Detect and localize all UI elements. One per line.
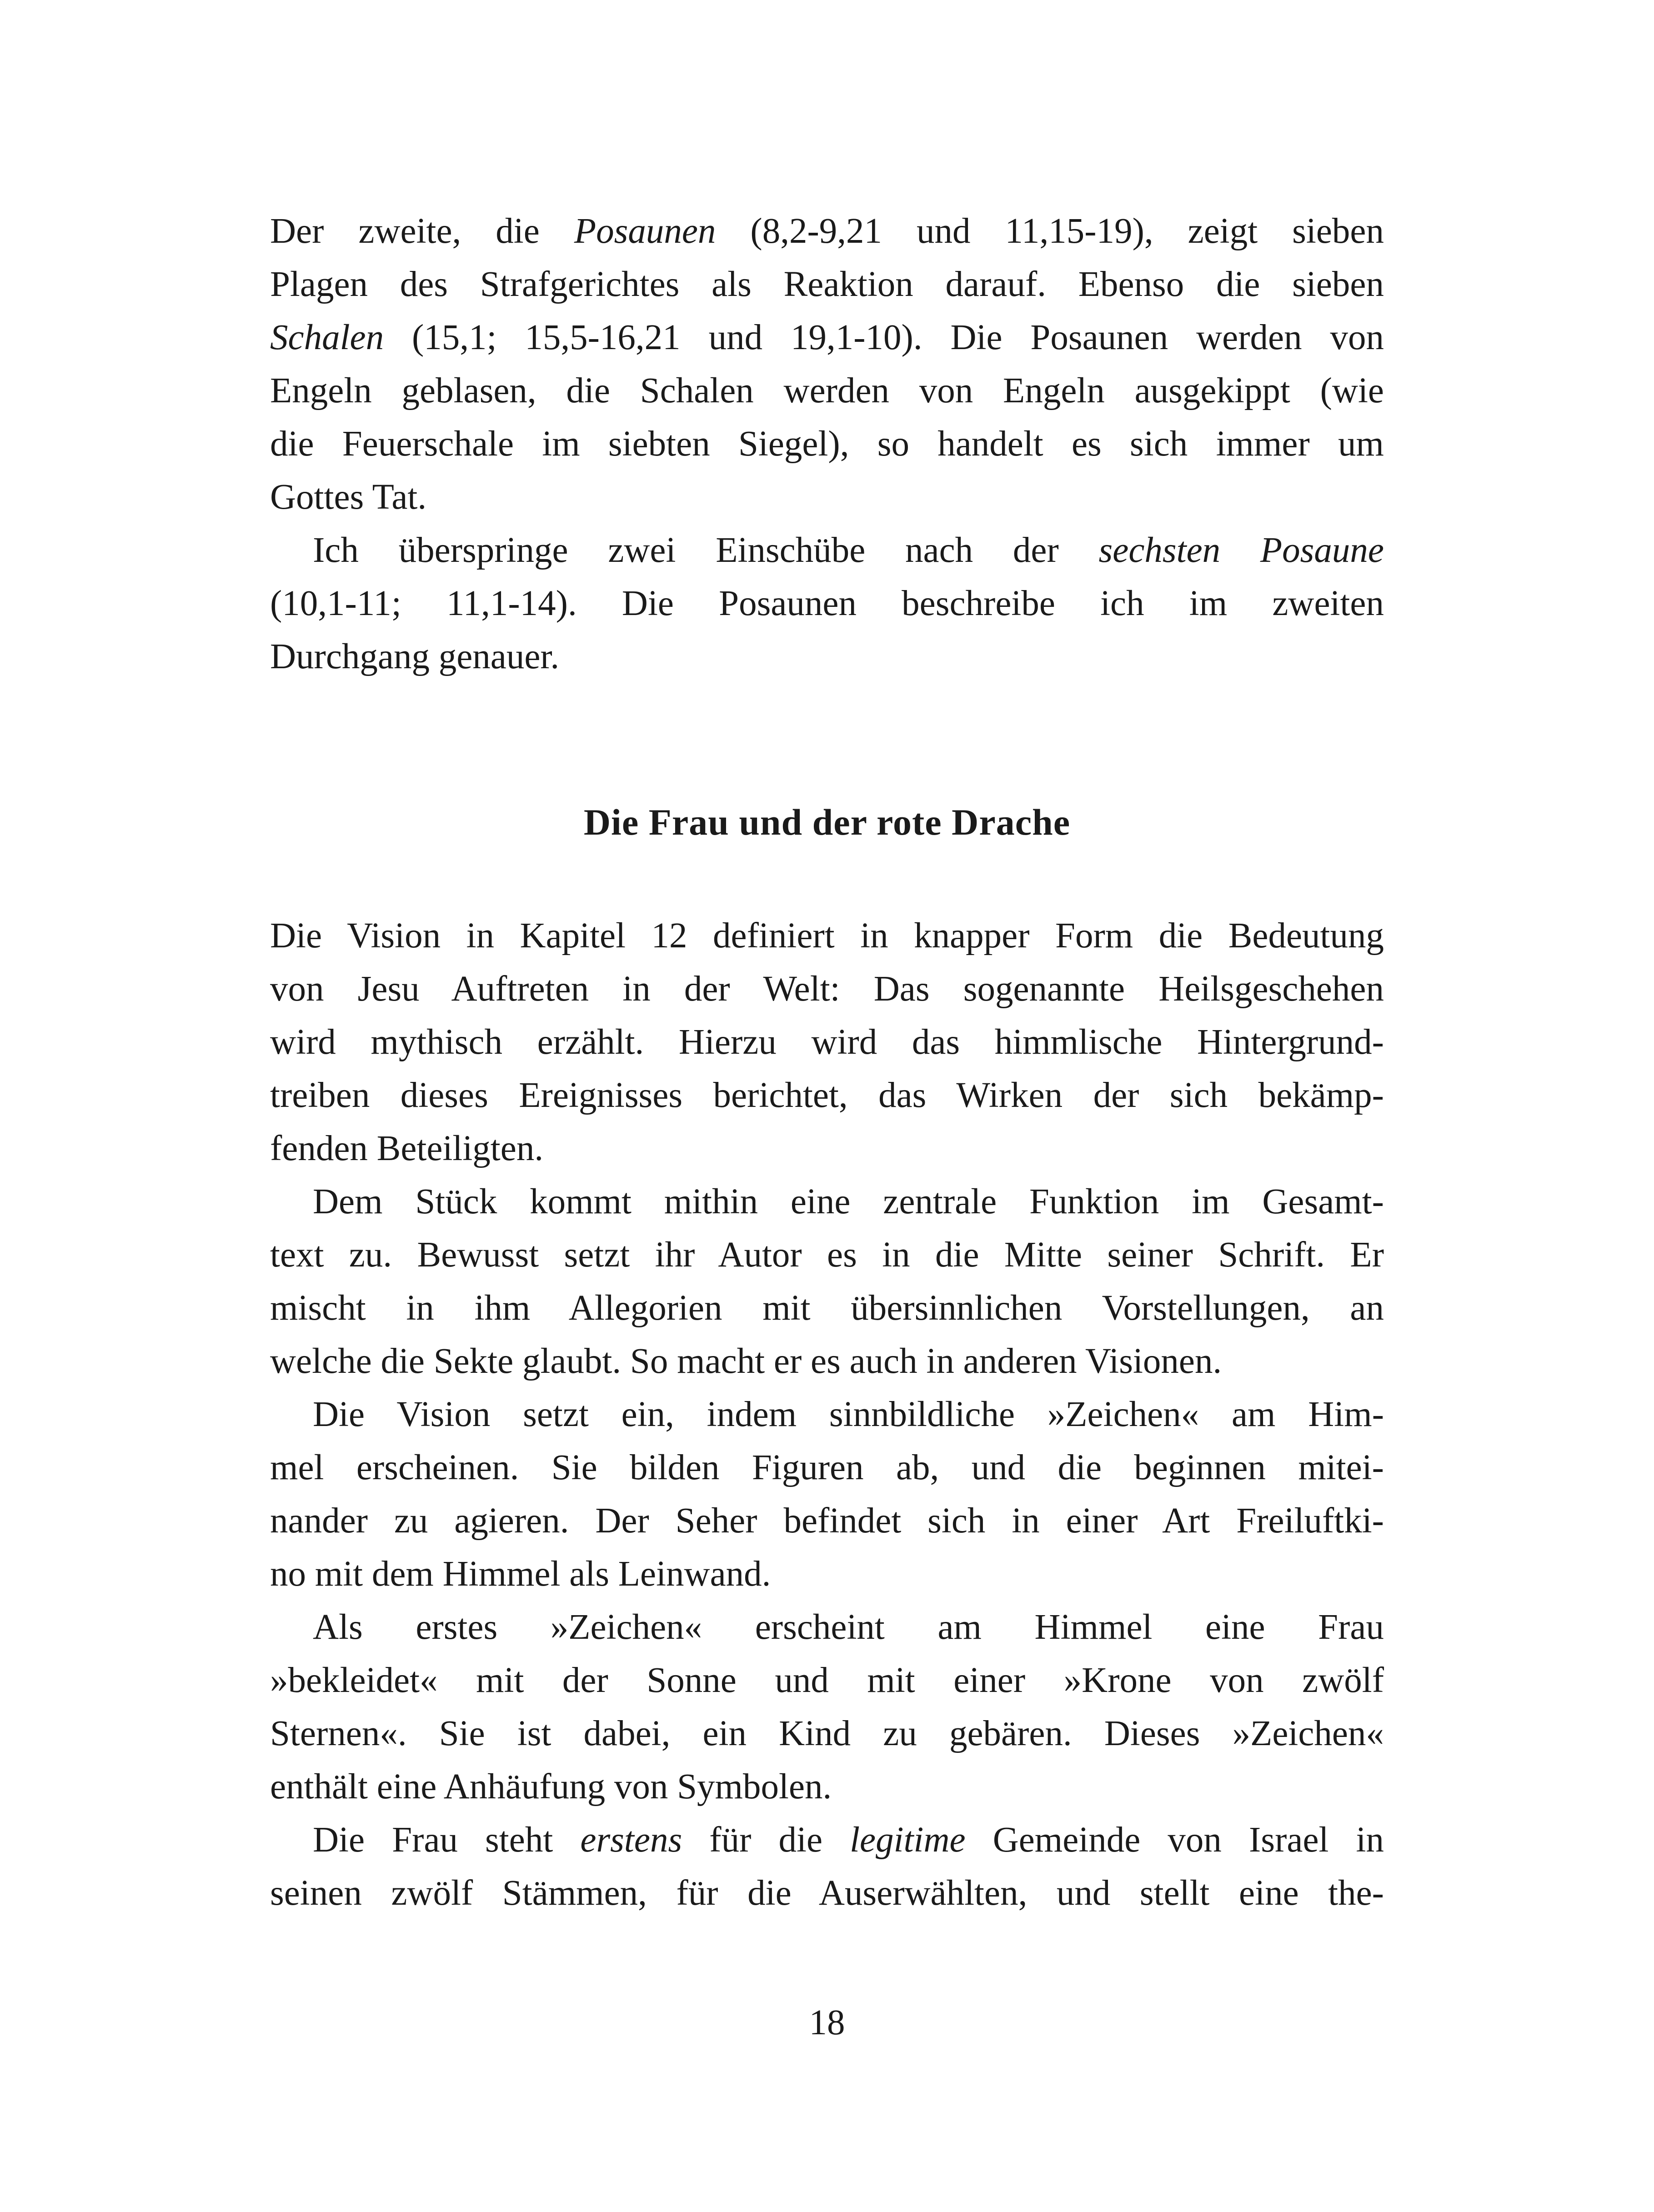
text-segment: mel erscheinen. Sie bilden Figuren ab, und die beginnen mitei-	[270, 1448, 1384, 1487]
text-line	[270, 364, 1384, 417]
text-line	[270, 909, 1384, 962]
text-segment: welche die Sekte glaubt. So macht er es auch in anderen Visionen.	[270, 1341, 1222, 1381]
text-line	[270, 524, 1384, 577]
text-segment: treiben dieses Ereignisses berichtet, das Wirken der sich bekämp-	[270, 1076, 1384, 1115]
text-segment: wird mythisch erzählt. Hierzu wird das himmlische Hintergrund-	[270, 1022, 1384, 1062]
text-segment: Gottes Tat.	[270, 477, 427, 517]
text-line	[270, 1016, 1384, 1069]
text-line	[270, 630, 1384, 683]
section-heading: Die Frau und der rote Drache	[583, 801, 1071, 843]
text-segment: für die	[682, 1820, 850, 1860]
text-line	[270, 1335, 1384, 1388]
italic-text: sechsten Posaune	[1098, 530, 1384, 570]
text-segment: Ich überspringe zwei Einschübe nach der	[313, 530, 1099, 570]
text-line	[270, 1707, 1384, 1760]
text-segment: fenden Beteiligten.	[270, 1129, 544, 1168]
text-segment: Sternen«. Sie ist dabei, ein Kind zu gebären. Dieses »Zeichen«	[270, 1714, 1384, 1753]
text-line	[270, 577, 1384, 630]
text-line	[270, 205, 1384, 258]
italic-text: Posaunen	[574, 211, 716, 251]
text-segment: »bekleidet« mit der Sonne und mit einer »Krone von zwölf	[270, 1661, 1384, 1700]
italic-text: Schalen	[270, 318, 384, 357]
italic-text: erstens	[580, 1820, 682, 1860]
text-block-main	[270, 909, 1384, 1920]
text-line	[270, 1867, 1384, 1920]
text-segment: von Jesu Auftreten in der Welt: Das sogenannte Heilsgeschehen	[270, 969, 1384, 1009]
text-segment: (15,1; 15,5-16,21 und 19,1-10). Die Posaunen werden von	[384, 318, 1384, 357]
text-segment: die Feuerschale im siebten Siegel), so handelt es sich immer um	[270, 424, 1384, 464]
text-segment: Als erstes »Zeichen« erscheint am Himmel eine Frau	[313, 1607, 1384, 1647]
text-segment: Der zweite, die	[270, 211, 574, 251]
text-segment: Dem Stück kommt mithin eine zentrale Funktion im Gesamt-	[313, 1182, 1384, 1221]
text-segment: Engeln geblasen, die Schalen werden von Engeln ausgekippt (wie	[270, 371, 1384, 410]
text-line	[270, 1813, 1384, 1867]
text-block-top	[270, 205, 1384, 683]
text-segment: Die Frau steht	[313, 1820, 581, 1860]
text-line	[270, 1069, 1384, 1122]
text-segment: text zu. Bewusst setzt ihr Autor es in die Mitte seiner Schrift. Er	[270, 1235, 1384, 1275]
page-number: 18	[809, 2003, 845, 2042]
text-line	[270, 1388, 1384, 1441]
text-line	[270, 1547, 1384, 1601]
text-line	[270, 1441, 1384, 1494]
text-line	[270, 1122, 1384, 1175]
text-line	[270, 1281, 1384, 1335]
text-segment: (10,1-11; 11,1-14). Die Posaunen beschreibe ich im zweiten	[270, 584, 1384, 623]
text-line	[270, 258, 1384, 311]
text-segment: Die Vision in Kapitel 12 definiert in knapper Form die Bedeutung	[270, 916, 1384, 956]
text-line	[270, 1654, 1384, 1707]
italic-text: legitime	[850, 1820, 966, 1860]
text-line	[270, 962, 1384, 1016]
text-segment: Gemeinde von Israel in	[965, 1820, 1384, 1860]
text-line	[270, 1175, 1384, 1228]
text-segment: Plagen des Strafgerichtes als Reaktion darauf. Ebenso die sieben	[270, 265, 1384, 304]
text-segment: no mit dem Himmel als Leinwand.	[270, 1554, 771, 1594]
text-segment: (8,2-9,21 und 11,15-19), zeigt sieben	[716, 211, 1384, 251]
text-line	[270, 1494, 1384, 1547]
text-segment: Die Vision setzt ein, indem sinnbildliche »Zeichen« am Him-	[313, 1395, 1384, 1434]
text-segment: Durchgang genauer.	[270, 637, 560, 676]
text-line	[270, 470, 1384, 524]
text-line	[270, 311, 1384, 364]
text-segment: enthält eine Anhäufung von Symbolen.	[270, 1767, 832, 1807]
text-line	[270, 1601, 1384, 1654]
text-segment: nander zu agieren. Der Seher befindet sich in einer Art Freiluftki-	[270, 1501, 1384, 1541]
text-line	[270, 1760, 1384, 1813]
text-segment: mischt in ihm Allegorien mit übersinnlichen Vorstellungen, an	[270, 1288, 1384, 1328]
text-line	[270, 417, 1384, 470]
text-line	[270, 1228, 1384, 1281]
text-segment: seinen zwölf Stämmen, für die Auserwählten, und stellt eine the-	[270, 1873, 1384, 1913]
